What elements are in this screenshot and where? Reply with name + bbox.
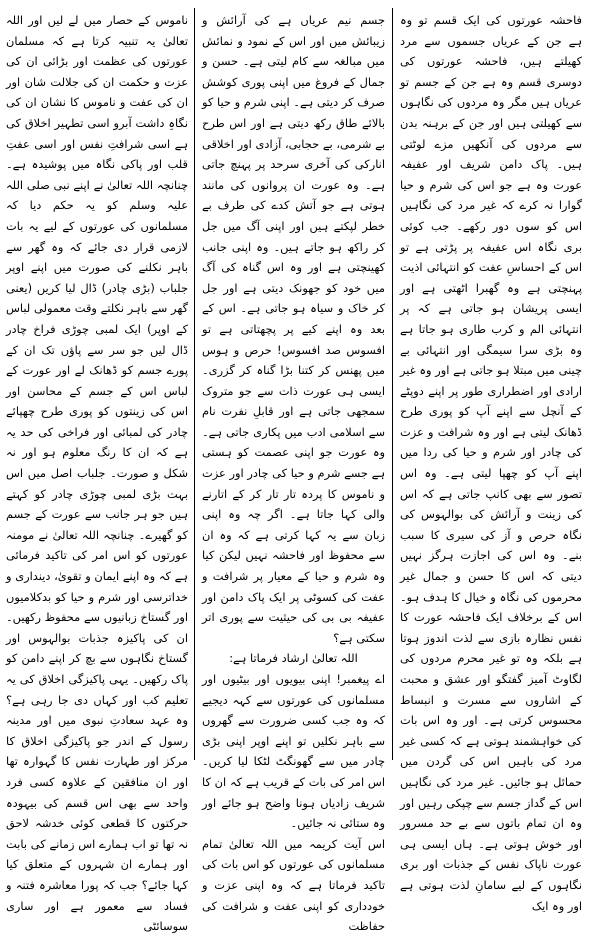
paragraph: فاحشہ عورتوں کی ایک قسم تو وہ ہے جن کے عریاں جسموں سے مرد کھیلتے ہیں، فاحشہ عورتوں کی دوسری قسم وہ ہے جن کے جسم تو عریاں ہیں مگر وہ مردوں کی نگاہوں سے کھیلتی ہیں اور جن کے برہنہ بدن سے مردوں کی آنکھیں مزے لوٹتی ہیں۔ پاک دامن شریف اور عفیفہ عورت وہ ہے جو اس کی شرم و حیا گوارا نہ کرے کہ غیر مرد کی نگاہیں اس کو سوں دور رکھے۔ جب کوئی بری نگاہ اس عفیفہ پر پڑتی ہے تو اس کے احساسِ عفت کو انتہائی اذیت پہنچتی ہے وہ گھبرا اٹھتی ہے اور ایسی پریشان ہو جاتی ہے کہ پر انتہائی الم و کرب طاری ہو جاتا ہے وہ بڑی سرا سیمگی اور انتہائی بے چینی میں مبتلا ہو جاتی ہے اور وہ غیر ارادی اور اضطراری طور پر اپنے دوپٹے کے آنچل سے اپنے آپ کو پوری طرح ڈھانک لیتی ہے اور وہ شرافت و عزت کی چادر اور شرم و حیا کی ردا میں اپنے آپ کو چھپا لیتی ہے۔ وہ اس تصور سے بھی کانپ جاتی ہے کہ اس کی زینت و آرائش کی بوالہوس کی نگاہ حرص و آز کی سیری کا سبب بنے۔ وہ اس کی اجازت ہرگز نہیں دیتی کہ اس کا حسن و جمال غیر محرموں کی نگاہ و خیال کا ہدف ہو۔ اس کے برخلاف ایک فاحشہ عورت کا نفس نظارہ بازی سے لذت اندوز ہوتا ہے بلکہ وہ تو غیر محرم مردوں کی لگاوٹ آمیز گفتگو اور عشق و محبت کے اشاروں سے مسرت و انبساط محسوس کرتی ہے۔ اور وہ اس بات کی خواہشمند ہوتی ہے کہ کسی غیر مرد کی باہیں اس کی گردن میں حمائل ہو جائیں۔ غیر مرد کی نگاہیں اس کے گداز جسم سے چپکی رہیں اور وہ ان تمام باتوں سے بے حد مسرور اور خوش ہوتی ہے۔ ہاں ایسی ہی عورت ناپاک نفس کے جذبات اور بری نگاہوں کے لیے سامانِ لذت ہوتی ہے اور وہ ایک: [400, 13, 582, 913]
text-column-right: [398, 10, 584, 913]
quranic-verse-translation: اے پیغمبر! اپنی بیویوں اور بیٹیوں اور مسلمانوں کی عورتوں سے کہہ دیجیے کہ وہ جب کسی ضرورت سے گھروں سے باہر نکلیں تو اپنے اوپر اپنی بڑی چادر میں سے گھونگٹ لٹکا لیا کریں۔ اس امر کی بات کے قریب ہے کہ ان کا شریف زادیاں ہونا واضح ہو جائے اور وہ ستائی نہ جائیں۔: [202, 672, 385, 831]
paragraph: اس آیت کریمہ میں اللہ تعالیٰ تمام مسلمانوں کی عورتوں کو اس بات کی تاکید فرماتا ہے کہ وہ اپنی عزت و خودداری کو اپنی عفت و شرافت کی حفاظت: [202, 836, 385, 934]
verse-intro: اللہ تعالیٰ ارشاد فرماتا ہے:: [229, 651, 358, 666]
paragraph: جسم نیم عریاں ہے کی آرائش و زیبائش میں اور اس کے نمود و نمائش میں مبالغہ سے کام لیتی ہے۔ حسن و جمال کے فروغ میں اپنی پوری کوشش صرف کر دیتی ہے۔ اپنی شرم و حیا کو بالائے طاق رکھ دیتی ہے اور اس طرح بے شرمی، بے حجابی، آزادی اور اخلاقی انارکی کی آخری سرحد پر پہنچ جاتی ہے۔ وہ عورت ان پروانوں کی مانند ہوتی ہے جو آتش کدے کی طرف بے خطر لپکتے ہیں اور اپنی آگ میں جل کر راکھ ہو جاتے ہیں۔ وہ اپنی جانب کھینچتی ہے اور وہ اس گناہ کی آگ میں خود کو جھونک دیتی ہے اور جل کر خاک و سیاہ ہو جاتی ہے۔ اس کے بعد وہ اپنے کیے پر پچھتاتی ہے تو افسوس صد افسوس! حرص و ہوس میں پھنس کر کتنا بڑا گناہ کر گزری۔ ایسی ہی عورت ذات سے جو متروک سمجھی جاتی ہے اور قابلِ نفرت نام سے اسلامی ادب میں پکاری جاتی ہے۔ وہ عورت جو اپنی عصمت کو ہستی ہے جسے شرم و حیا کی چادر اور عزت و ناموس کا پردہ تار تار کر کے اتارنے والی کہا جاتا ہے۔ اگر چہ وہ اپنی زبان سے یہ کہا کرتی ہے کہ وہ ان سے محفوظ اور فاحشہ نہیں لیکن کیا وہ شرم و حیا کے معیار پر شرافت و عفت کی کسوٹی پر ایک پاک دامن اور عفیفہ بی بی کی حیثیت سے پوری اتر سکتی ہے؟: [202, 13, 385, 645]
text-column-middle: [200, 10, 387, 934]
column-divider: [194, 8, 195, 760]
text-column-left: [4, 10, 190, 934]
paragraph: ناموس کے حصار میں لے لیں اور اللہ تعالیٰ یہ تنبیہ کرتا ہے کہ مسلمان عورتوں کی عظمت اور بڑائی ان کی عزت و حکمت ان کی جلالت شان اور ان کی عفت و ناموس کا نشان ان کی نگاہِ داشت آبرو اسی تطہیر اخلاق کی ہے اسی شرافتِ نفس اور اسی عفتِ قلب اور پاکی نگاہ میں پوشیدہ ہے۔ چنانچہ اللہ تعالیٰ نے اپنے نبی صلی اللہ علیہ وسلم کو یہ حکم دیا کہ مسلمانوں کی عورتوں کے لیے یہ بات لازمی قرار دی جائے کہ وہ گھر سے باہر نکلنے کی صورت میں اپنے اوپر جلباب (بڑی چادر) ڈال لیا کریں (یعنی گھر سے باہر نکلتے وقت معمولی لباس کے اوپر) ایک لمبی چوڑی فراخ چادر ڈال لیں جو سر سے پاؤں تک ان کے پورے جسم کو ڈھانک لے اور عورت کے لباس اس کے جسم کے محاسن اور اس کی زینتوں کو پوری طرح چھپائے چادر کی لمبائی اور فراخی کی حد یہ ہے کہ ان کا رنگ معلوم ہو اور نہ شکل و صورت۔ جلباب اصل میں اس بہت بڑی لمبی چوڑی چادر کو کہتے ہیں جو ہر جانب سے عورت کے جسم کو گھیرے۔ چنانچہ اللہ تعالیٰ نے مومنہ عورتوں کو اس امر کی تاکید فرمائی ہے کہ وہ اپنے ایمان و تقویٰ، دینداری و خداترسی اور شرم و حیا کو بدکلامیوں اور گستاخ زبانیوں سے محفوظ رکھیں۔ ان کی پاکیزہ جذبات بوالہوس اور گستاخ نگاہوں سے بچ کر اپنے دامن کو پاک رکھیں۔ یہی پاکیزگی اخلاق کی یہ تعلیم کب اور کہاں دی جا رہی ہے؟ وہ عہد سعادتِ نبوی میں اور مدینہ رسول کے اندر جو پاکیزگی اخلاق کا مرکز اور طہارت نفس کا گہوارہ تھا اور ان منافقین کے علاوہ کسی فرد واحد سے بھی اس قسم کی بیہودہ حرکتوں کا قطعی کوئی خدشہ لاحق نہ تھا تو اب ہمارے اس زمانے کی بابت اور ہمارے ان شہروں کے متعلق کیا کہا جائے؟ جب کہ پورا معاشرہ فتنہ و فساد سے معمور ہے اور ساری سوسائٹی: [6, 13, 188, 934]
column-divider: [392, 8, 393, 760]
